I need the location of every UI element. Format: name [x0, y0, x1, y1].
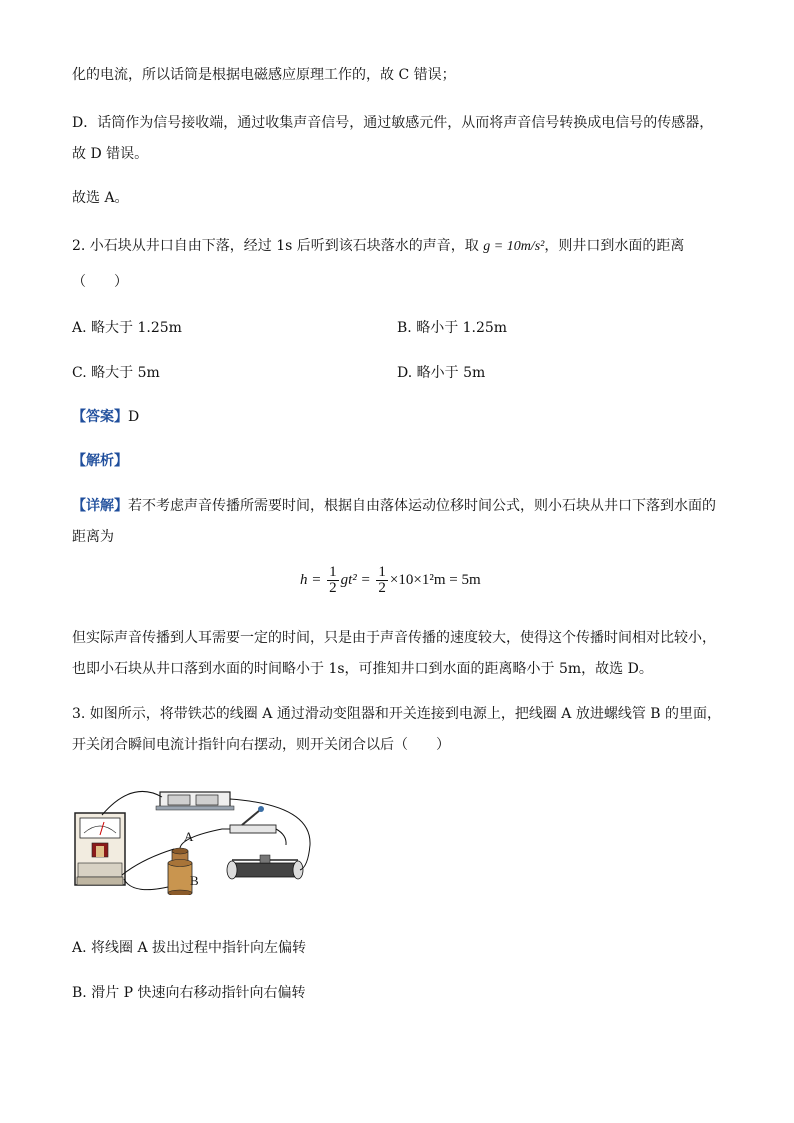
text-line: 化的电流，所以话筒是根据电磁感应原理工作的，故 C 错误； — [72, 67, 456, 83]
analysis-tag: 【解析】 — [72, 453, 128, 469]
fraction-num: 1 — [329, 564, 337, 580]
text-line: 故选 A。 — [72, 190, 129, 206]
switch-icon — [230, 806, 276, 833]
detail-text: 若不考虑声音传播所需要时间，根据自由落体运动位移时间公式，则小石块从井口下落到水面的 — [128, 498, 716, 514]
option-a: A. 略大于 1.25m — [72, 320, 182, 336]
coil-icon — [168, 848, 192, 895]
fraction-half — [327, 565, 339, 596]
text-line: 但实际声音传播到人耳需要一定的时间，只是由于声音传播的速度较大，使得这个传播时间相对比较小， — [72, 630, 716, 646]
text-line: 也即小石块从井口落到水面的时间略小于 1s，可推知井口到水面的距离略小于 5m，故选 D。 — [72, 661, 653, 677]
formula-gt: gt² = — [340, 571, 371, 588]
formula-rhs: ×10×1²m = 5m — [389, 571, 481, 588]
text-line: 故 D 错误。 — [72, 146, 149, 162]
formula-lhs: h = — [300, 571, 322, 588]
fraction-num: 1 — [378, 564, 386, 580]
answer-line — [72, 408, 139, 426]
formula — [300, 565, 481, 596]
detail-tag: 【详解】 — [72, 498, 128, 514]
q2-text-pre: 2. 小石块从井口自由下落，经过 1s 后听到该石块落水的声音，取 — [72, 238, 484, 254]
galvanometer-icon — [75, 813, 125, 885]
detail-line — [72, 497, 716, 515]
question-3-line2: 开关闭合瞬间电流计指针向右摆动，则开关闭合以后（ ） — [72, 737, 450, 753]
text-line: D．话筒作为信号接收端，通过收集声音信号，通过敏感元件，从而将声音信号转换成电信号的传感器， — [72, 115, 714, 131]
label-a: A — [184, 829, 194, 844]
circuit-figure — [72, 775, 322, 895]
q3-option-b: B. 滑片 P 快速向右移动指针向右偏转 — [72, 985, 306, 1001]
analysis-line — [72, 452, 128, 470]
fraction-half-2 — [376, 565, 388, 596]
question-3-line1: 3. 如图所示，将带铁芯的线圈 A 通过滑动变阻器和开关连接到电源上，把线圈 A 放进螺线管 B 的里面， — [72, 706, 722, 722]
q3-option-a: A. 将线圈 A 拔出过程中指针向左偏转 — [72, 940, 307, 956]
battery-icon — [156, 792, 234, 810]
label-b: B — [190, 873, 199, 888]
rheostat-icon — [227, 855, 303, 879]
option-b: B. 略小于 1.25m — [397, 320, 508, 336]
fraction-den: 2 — [329, 580, 337, 596]
fraction-den: 2 — [378, 580, 386, 596]
q2-paren: （ ） — [72, 274, 128, 290]
answer-tag: 【答案】 — [72, 409, 128, 425]
q2-gravity-value: g = 10m/s² — [483, 239, 545, 254]
text-line: 距离为 — [72, 529, 114, 545]
question-2-stem — [72, 237, 684, 256]
option-c: C. 略大于 5m — [72, 365, 160, 381]
option-d: D. 略小于 5m — [397, 365, 486, 381]
answer-value: D — [128, 409, 140, 425]
q2-text-post: ，则井口到水面的距离 — [544, 238, 685, 254]
